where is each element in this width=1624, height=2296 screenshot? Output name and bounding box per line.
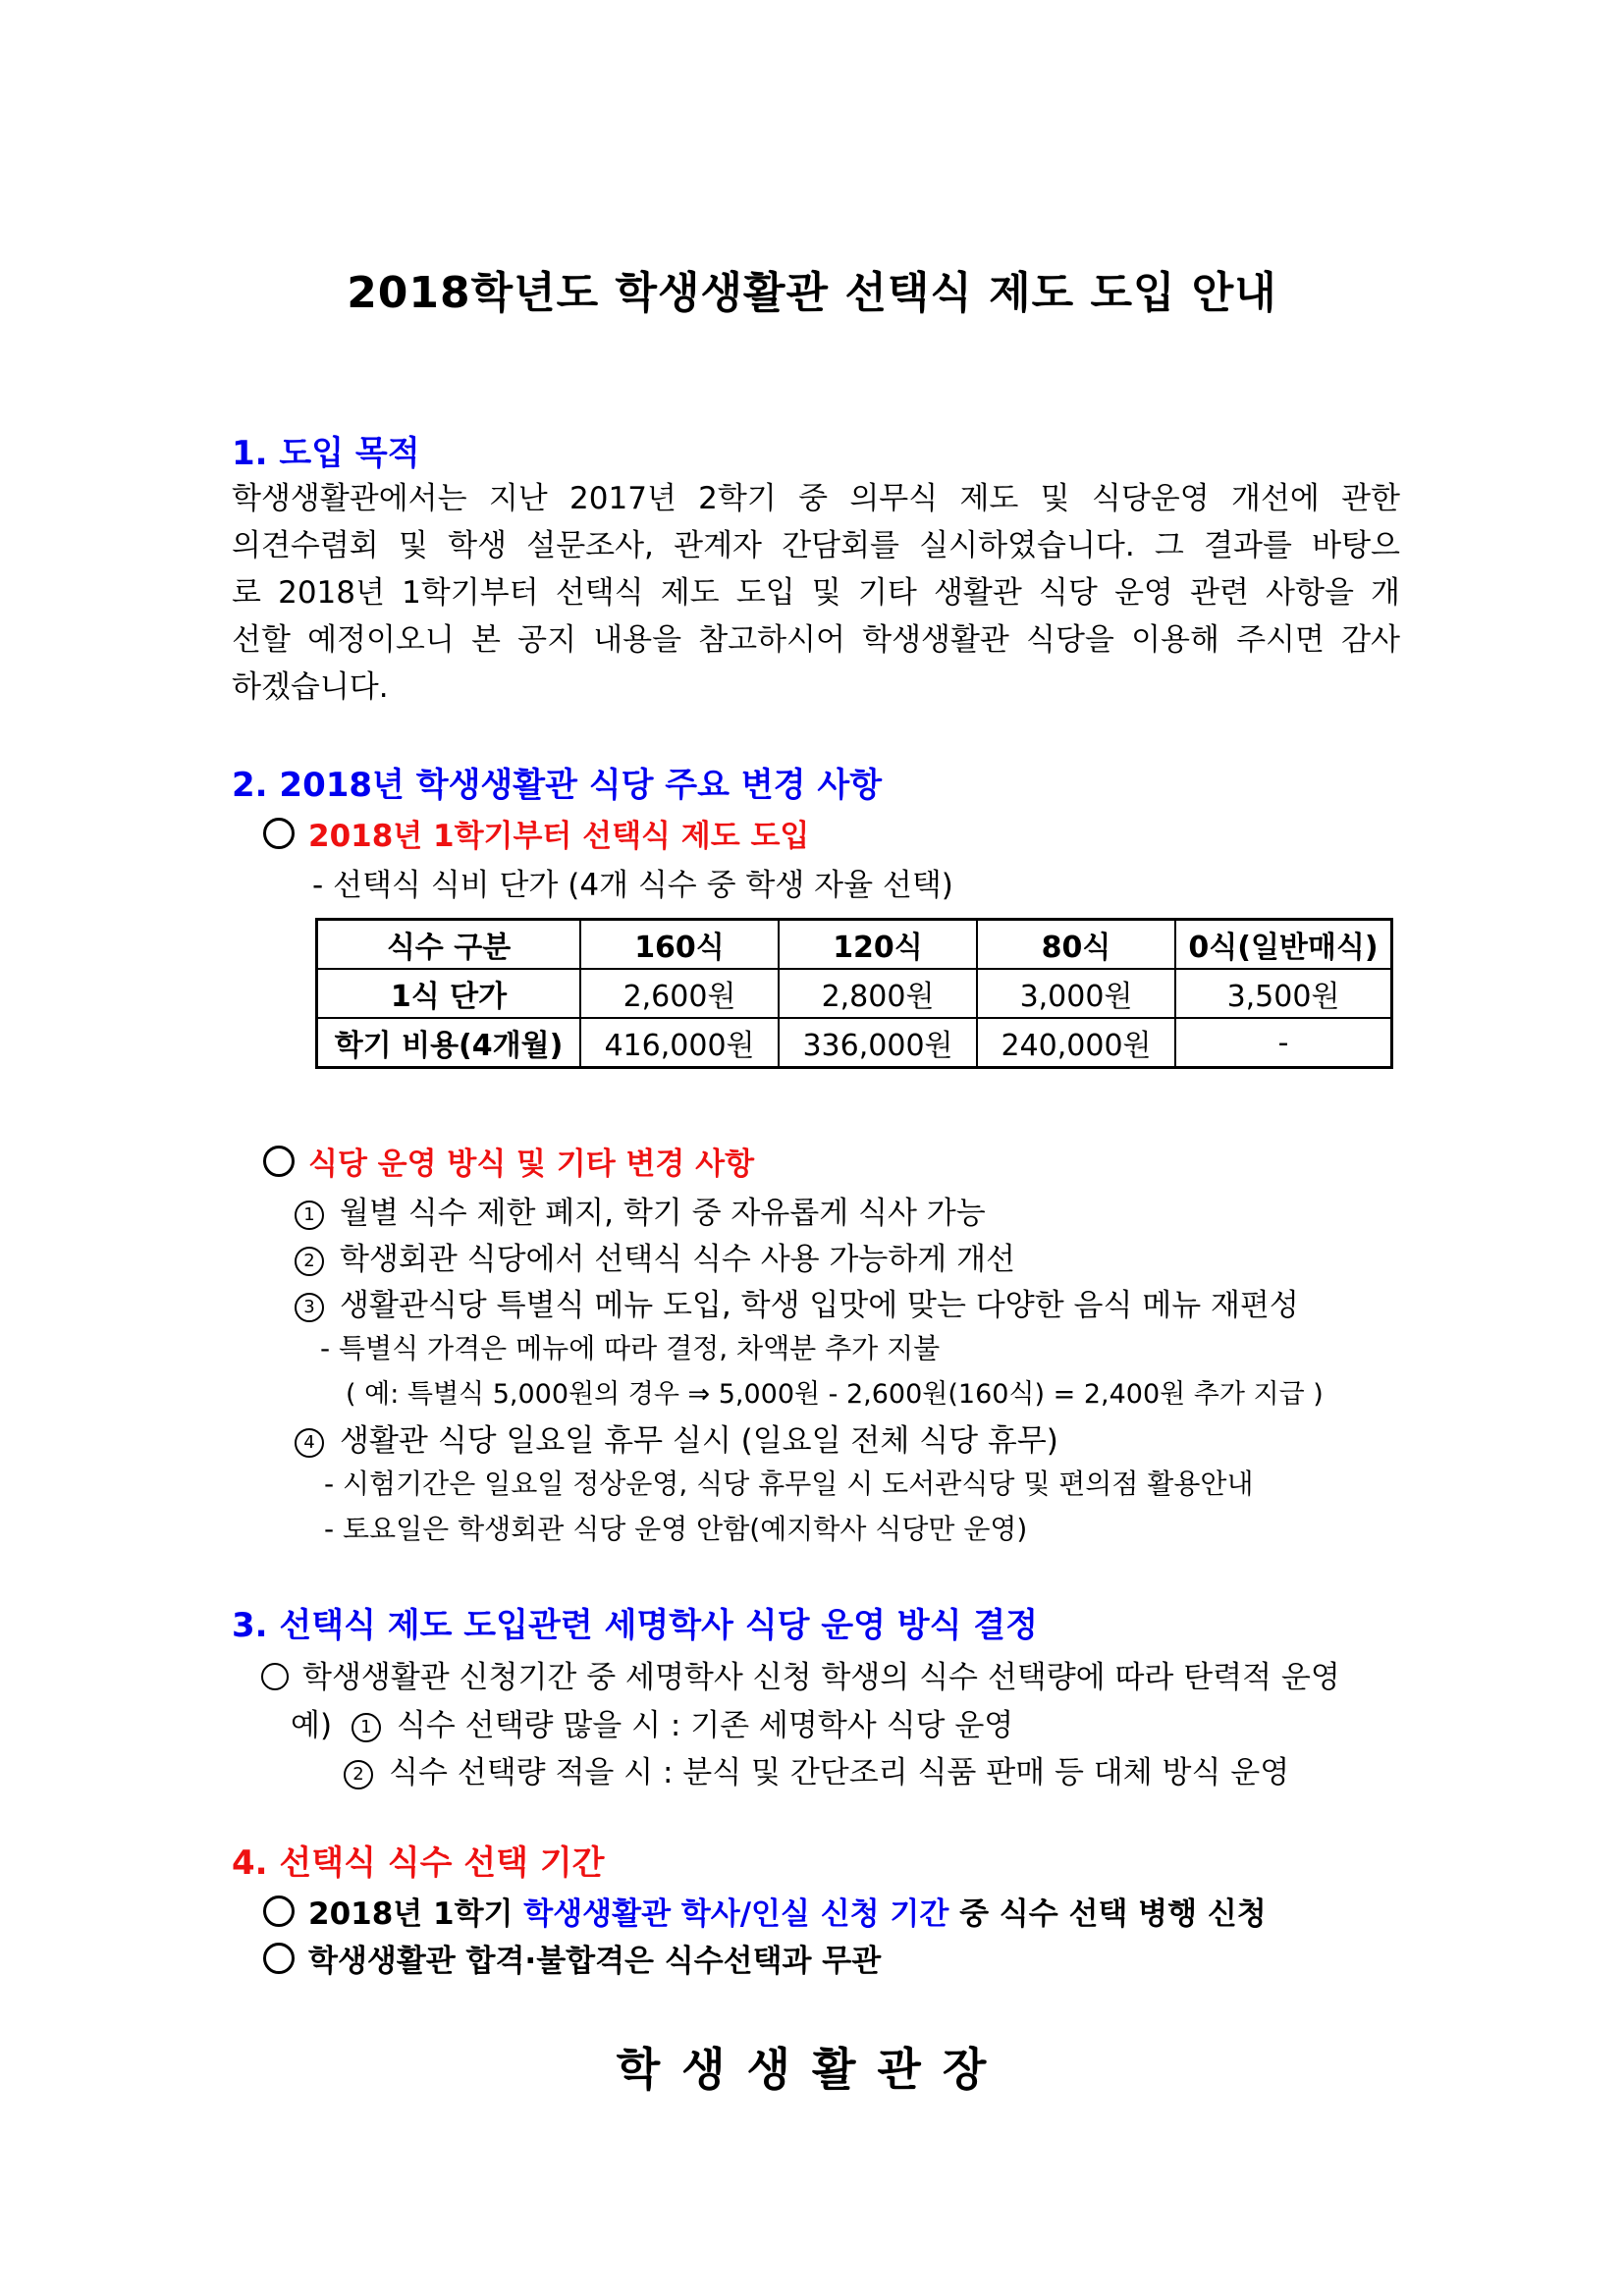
circled-number: 3 — [295, 1293, 324, 1322]
table-cell: 416,000원 — [580, 1018, 779, 1068]
table-header-cell: 식수 구분 — [317, 920, 581, 970]
item4-note: - 시험기간은 일요일 정상운영, 식당 휴무일 시 도서관식당 및 편의점 활용안내 — [324, 1468, 1254, 1500]
circle-bullet-icon — [263, 1146, 295, 1177]
section1-paragraph — [232, 475, 1400, 711]
section3-example — [344, 1747, 1289, 1791]
section2-sub2-heading: 식당 운영 방식 및 기타 변경 사항 — [308, 1147, 755, 1182]
table-row-header: 1식 단가 — [317, 969, 581, 1018]
table-cell: 336,000원 — [779, 1018, 977, 1068]
section4-line — [263, 1889, 1267, 1933]
section4-text: 학생생활관 합격·불합격은 식수선택과 무관 — [308, 1944, 882, 1979]
circle-bullet-icon — [263, 818, 295, 849]
section2-sub1 — [263, 811, 809, 855]
section2-sub1-heading: 2018년 1학기부터 선택식 제도 도입 — [308, 819, 810, 854]
fee-note: - 선택식 식비 단가 (4개 식수 중 학생 자율 선택) — [312, 868, 953, 903]
table-cell: - — [1175, 1018, 1392, 1068]
section3-text: 학생생활관 신청기간 중 세명학사 신청 학생의 식수 선택량에 따라 탄력적 운영 — [302, 1660, 1340, 1695]
list-item — [295, 1280, 1299, 1324]
list-item-text: 학생회관 식당에서 선택식 식수 사용 가능하게 개선 — [340, 1242, 1015, 1277]
item3-example: ( 예: 특별식 5,000원의 경우 ⇒ 5,000원 - 2,600원(160식) = 2,400원 추가 지급 ) — [346, 1379, 1324, 1410]
table-cell: 3,000원 — [977, 969, 1175, 1018]
list-item-text: 생활관식당 특별식 메뉴 도입, 학생 입맛에 맞는 다양한 음식 메뉴 재편성 — [340, 1288, 1299, 1323]
list-item — [295, 1188, 986, 1232]
example-text: 식수 선택량 적을 시 : 분식 및 간단조리 식품 판매 등 대체 방식 운영 — [389, 1755, 1290, 1790]
section1-line: 로 2018년 1학기부터 선택식 제도 도입 및 기타 생활관 식당 운영 관련 사항을 개 — [232, 575, 1400, 611]
table-cell: 3,500원 — [1175, 969, 1392, 1018]
list-item — [295, 1234, 1015, 1278]
section3-heading: 3. 선택식 제도 도입관련 세명학사 식당 운영 방식 결정 — [232, 1606, 1038, 1645]
circle-bullet-icon — [261, 1663, 289, 1690]
section4-highlight: 학생생활관 학사/인실 신청 기간 — [523, 1896, 949, 1932]
table-cell: 240,000원 — [977, 1018, 1175, 1068]
document-title: 2018학년도 학생생활관 선택식 제도 도입 안내 — [347, 268, 1277, 318]
circle-bullet-icon — [263, 1896, 295, 1927]
item4-note: - 토요일은 학생회관 식당 운영 안함(예지학사 식당만 운영) — [324, 1513, 1028, 1545]
section4-text: 2018년 1학기 — [308, 1896, 524, 1932]
table-header-cell: 120식 — [779, 920, 977, 970]
table-row — [317, 969, 1392, 1018]
table-row — [317, 1018, 1392, 1068]
circled-number: 2 — [295, 1247, 324, 1276]
table-header-cell: 0식(일반매식) — [1175, 920, 1392, 970]
fee-table — [315, 918, 1393, 1069]
table-row-header: 학기 비용(4개월) — [317, 1018, 581, 1068]
section1-line: 선할 예정이오니 본 공지 내용을 참고하시어 학생생활관 식당을 이용해 주시면 감사 — [232, 622, 1400, 658]
section4-line — [263, 1936, 881, 1980]
section1-line: 학생생활관에서는 지난 2017년 2학기 중 의무식 제도 및 식당운영 개선에 관한 — [232, 481, 1400, 516]
section1-heading: 1. 도입 목적 — [232, 434, 420, 473]
circle-bullet-icon — [263, 1943, 295, 1974]
table-cell: 2,600원 — [580, 969, 779, 1018]
list-item-text: 월별 식수 제한 폐지, 학기 중 자유롭게 식사 가능 — [340, 1196, 986, 1231]
section3-line — [261, 1652, 1340, 1696]
fee-table-header-row — [317, 920, 1392, 970]
section2-heading: 2. 2018년 학생생활관 식당 주요 변경 사항 — [232, 766, 883, 805]
circled-number: 2 — [344, 1760, 373, 1789]
list-item-text: 생활관 식당 일요일 휴무 실시 (일요일 전체 식당 휴무) — [340, 1423, 1058, 1459]
section4-heading: 4. 선택식 식수 선택 기간 — [232, 1843, 605, 1883]
section2-sub2 — [263, 1139, 754, 1183]
example-label: 예) — [291, 1708, 333, 1743]
circled-number: 1 — [295, 1201, 324, 1230]
table-header-cell: 80식 — [977, 920, 1175, 970]
list-item — [295, 1415, 1058, 1460]
signature: 학생생활관장 — [616, 2043, 1008, 2096]
circled-number: 4 — [295, 1428, 324, 1458]
section1-line: 의견수렴회 및 학생 설문조사, 관계자 간담회를 실시하였습니다. 그 결과를 바탕으 — [232, 528, 1400, 563]
section1-line: 하겠습니다. — [232, 669, 389, 705]
section4-text: 중 식수 선택 병행 신청 — [948, 1896, 1267, 1932]
circled-number: 1 — [352, 1713, 381, 1742]
section3-example — [291, 1700, 1013, 1744]
example-text: 식수 선택량 많을 시 : 기존 세명학사 식당 운영 — [396, 1708, 1014, 1743]
table-cell: 2,800원 — [779, 969, 977, 1018]
table-header-cell: 160식 — [580, 920, 779, 970]
item3-note: - 특별식 가격은 메뉴에 따라 결정, 차액분 추가 지불 — [320, 1332, 941, 1364]
